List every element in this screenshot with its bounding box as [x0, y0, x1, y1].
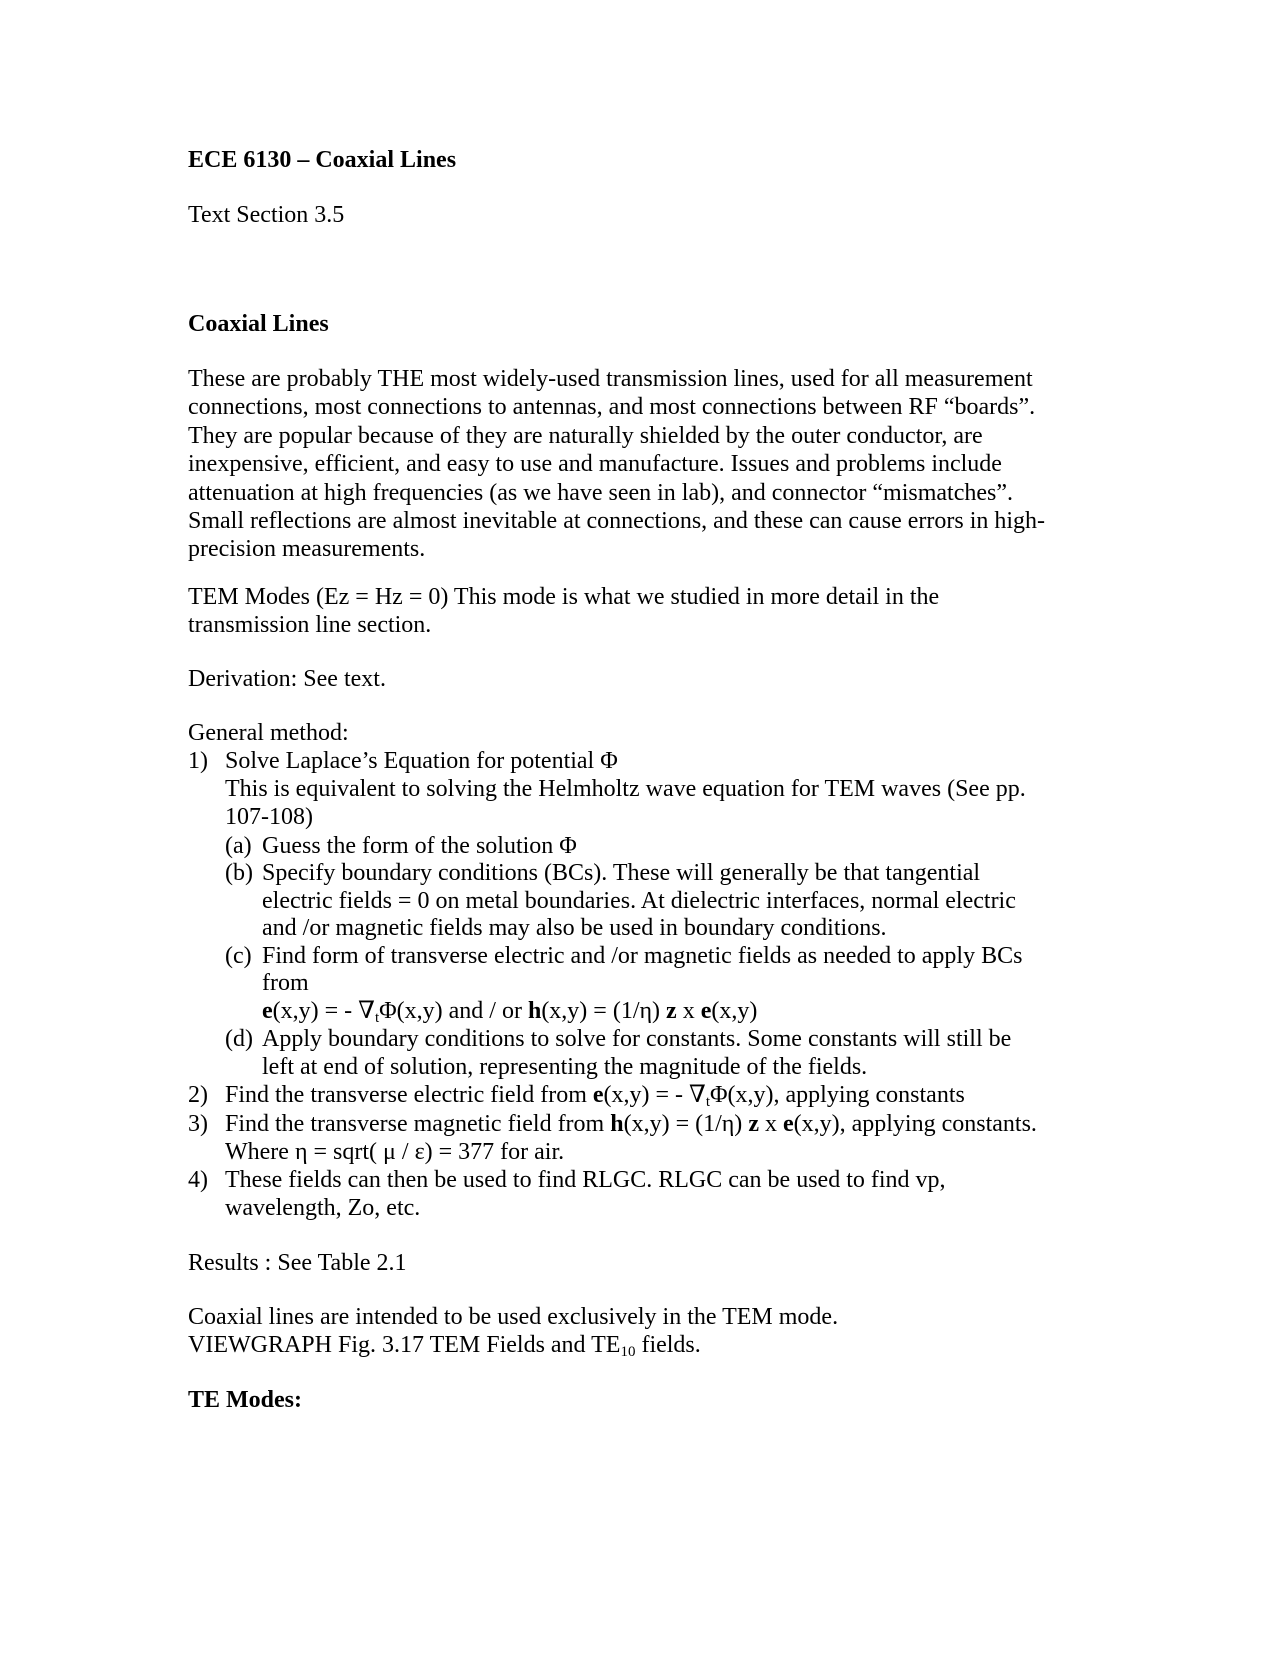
- substep-text: Find form of transverse electric and /or magnetic fields as needed to apply BCs: [262, 943, 1023, 969]
- step-text: [225, 1110, 1085, 1138]
- te-modes-heading: TE Modes:: [188, 1387, 302, 1413]
- equation-part: (x,y): [711, 998, 758, 1024]
- substep-text: electric fields = 0 on metal boundaries. At dielectric interfaces, normal electric: [262, 888, 1016, 914]
- text-part: (x,y) = (1/η): [623, 1111, 749, 1137]
- step-number: 2): [188, 1082, 208, 1108]
- paragraph-line: transmission line section.: [188, 612, 432, 639]
- text-part: Find the transverse magnetic field from: [225, 1111, 611, 1137]
- paragraph-line: inexpensive, efficient, and easy to use and manufacture. Issues and problems include: [188, 451, 1002, 478]
- paragraph-line: precision measurements.: [188, 536, 426, 563]
- substep-text: from: [262, 970, 309, 996]
- vector-e: e: [592, 1082, 604, 1108]
- substep-text: left at end of solution, representing the magnitude of the fields.: [262, 1054, 868, 1080]
- substep-text: Specify boundary conditions (BCs). These will generally be that tangential: [262, 860, 981, 886]
- substep-text: and /or magnetic fields may also be used in boundary conditions.: [262, 915, 887, 941]
- field-equation: [262, 997, 1092, 1025]
- step-text: [225, 1081, 1085, 1109]
- equation-part: (x,y) = (1/η): [541, 998, 667, 1024]
- text-part: Find the transverse electric field from: [225, 1082, 593, 1108]
- step-text: Solve Laplace’s Equation for potential Φ: [225, 748, 618, 774]
- text-part: Φ(x,y), applying constants: [709, 1082, 965, 1108]
- paragraph-line: Small reflections are almost inevitable at connections, and these can cause errors in high-: [188, 507, 1046, 534]
- coaxial-lines-heading: Coaxial Lines: [188, 311, 329, 337]
- results-line: Results : See Table 2.1: [188, 1250, 407, 1276]
- paragraph-line: They are popular because of they are naturally shielded by the outer conductor, are: [188, 422, 983, 449]
- substep-text: Apply boundary conditions to solve for constants. Some constants will still be: [262, 1026, 1012, 1052]
- step-text: 107-108): [225, 804, 313, 830]
- subscript-t: t: [705, 1094, 710, 1110]
- subscript-10: 10: [620, 1344, 636, 1360]
- paragraph-line: These are probably THE most widely-used transmission lines, used for all measurement: [188, 366, 1033, 392]
- vector-z: z: [748, 1111, 759, 1137]
- viewgraph-line: [188, 1331, 1088, 1359]
- coaxial-tem-line: Coaxial lines are intended to be used exclusively in the TEM mode.: [188, 1304, 839, 1330]
- step-number: 1): [188, 748, 208, 774]
- tem-modes-paragraph: [188, 583, 1088, 640]
- vector-e: e: [700, 998, 712, 1024]
- text-part: x: [758, 1111, 783, 1137]
- substep-label: (d): [225, 1026, 253, 1052]
- equation-part: Φ(x,y) and / or: [379, 998, 528, 1024]
- substep-label: (a): [225, 833, 252, 859]
- vector-z: z: [666, 998, 677, 1024]
- equation-part: x: [676, 998, 701, 1024]
- step-text: This is equivalent to solving the Helmholtz wave equation for TEM waves (See pp.: [225, 776, 1026, 802]
- text-part: fields.: [635, 1332, 701, 1358]
- vector-e: e: [262, 998, 273, 1024]
- vector-e: e: [782, 1111, 794, 1137]
- equation-part: (x,y) = - ∇: [272, 998, 375, 1024]
- step-number: 3): [188, 1111, 208, 1137]
- step-text: These fields can then be used to find RLGC. RLGC can be used to find vp,: [225, 1167, 946, 1193]
- step-text: wavelength, Zo, etc.: [225, 1195, 421, 1221]
- step-text: Where η = sqrt( μ / ε) = 377 for air.: [225, 1139, 565, 1165]
- step-number: 4): [188, 1167, 208, 1193]
- substep-text: Guess the form of the solution Φ: [262, 833, 577, 859]
- text-part: (x,y), applying constants.: [793, 1111, 1037, 1137]
- vector-h: h: [610, 1111, 624, 1137]
- paragraph-line: attenuation at high frequencies (as we have seen in lab), and connector “mismatches”.: [188, 479, 1013, 506]
- subscript-t: t: [374, 1010, 380, 1026]
- intro-paragraph: [188, 365, 1088, 564]
- vector-h: h: [527, 998, 542, 1024]
- paragraph-line: TEM Modes (Ez = Hz = 0) This mode is what we studied in more detail in the: [188, 584, 940, 610]
- substep-label: (c): [225, 943, 252, 969]
- document-title: ECE 6130 – Coaxial Lines: [188, 147, 457, 173]
- text-part: (x,y) = - ∇: [603, 1082, 706, 1108]
- substep-label: (b): [225, 860, 253, 886]
- text-part: VIEWGRAPH Fig. 3.17 TEM Fields and TE: [188, 1332, 621, 1358]
- paragraph-line: connections, most connections to antennas, and most connections between RF “boards”.: [188, 394, 1036, 421]
- derivation-line: Derivation: See text.: [188, 666, 386, 692]
- text-section-reference: Text Section 3.5: [188, 202, 345, 228]
- general-method-label: General method:: [188, 720, 349, 746]
